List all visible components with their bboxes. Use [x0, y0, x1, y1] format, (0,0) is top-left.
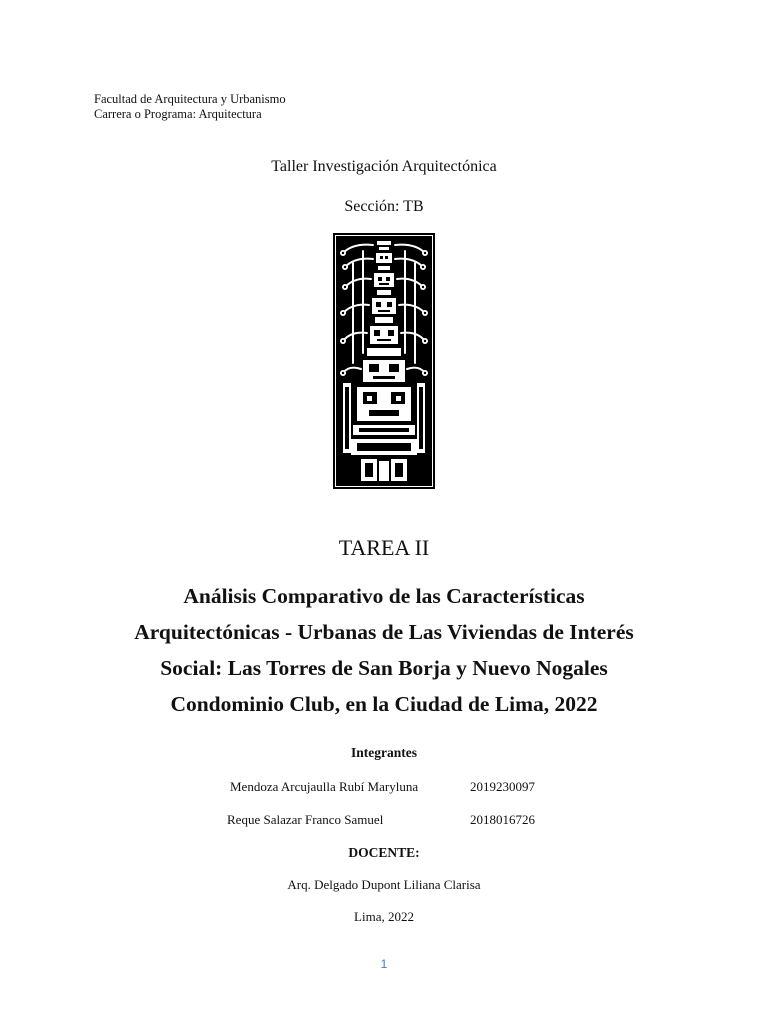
title-line: Análisis Comparativo de las Características	[183, 584, 585, 608]
title-line: Social: Las Torres de San Borja y Nuevo Nogales	[160, 656, 608, 680]
member-code: 2019230097	[470, 779, 535, 794]
title-line: Condominio Club, en la Ciudad de Lima, 2022	[170, 692, 598, 716]
course-title: Taller Investigación Arquitectónica	[271, 158, 497, 175]
member-name: Reque Salazar Franco Samuel	[227, 812, 384, 827]
member-code: 2018016726	[470, 812, 535, 827]
chavin-raimondi-stela-icon	[333, 233, 435, 489]
teacher-heading: DOCENTE:	[348, 845, 420, 860]
section-label: Sección: TB	[344, 198, 424, 215]
members-heading: Integrantes	[351, 745, 417, 760]
member-name: Mendoza Arcujaulla Rubí Maryluna	[230, 779, 419, 794]
teacher-name: Arq. Delgado Dupont Liliana Clarisa	[287, 877, 481, 892]
title-line: Arquitectónicas - Urbanas de Las Viviendas de Interés	[134, 620, 634, 644]
place-date: Lima, 2022	[354, 909, 414, 924]
task-heading: TAREA II	[338, 535, 430, 560]
page-number: 1	[380, 957, 388, 971]
document-title	[60, 578, 708, 722]
program-name: Carrera o Programa: Arquitectura	[94, 107, 262, 121]
faculty-name: Facultad de Arquitectura y Urbanismo	[94, 92, 286, 106]
